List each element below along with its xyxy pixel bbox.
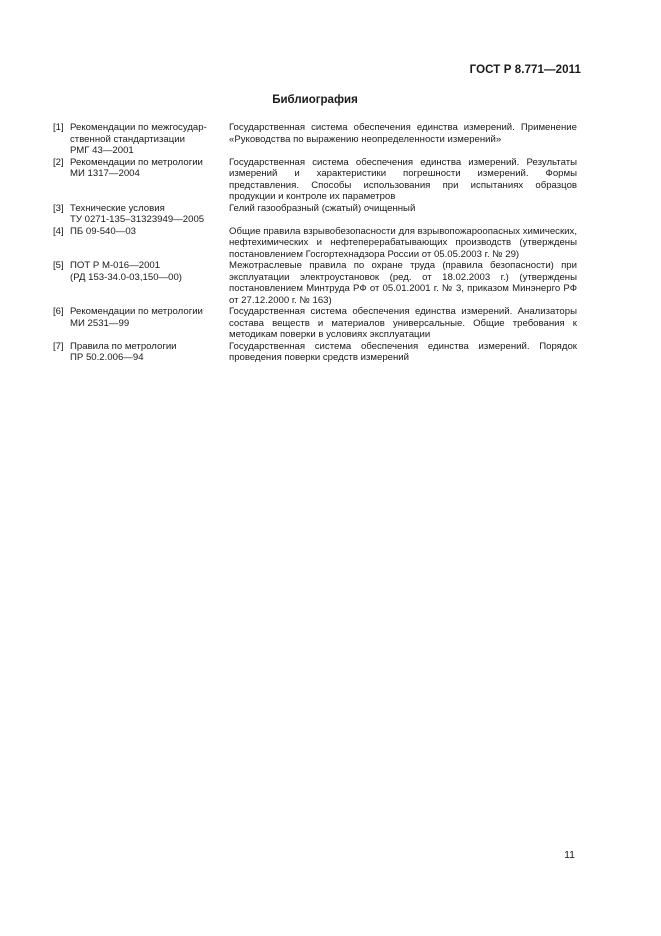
entry-description: Государственная система обеспечения единства измерений. Анализаторы состава веществ и материалов универсальные. Общие требования к методикам поверки в условиях эксплуатации [229, 306, 577, 340]
bibliography-entry [53, 203, 577, 226]
entry-description: Государственная система обеспечения единства измерений. Применение «Руководства по выражению неопределенности измерений» [229, 122, 577, 145]
entry-number: [2] [53, 156, 64, 168]
document-code: ГОСТ Р 8.771—2011 [469, 64, 581, 76]
bibliography-entry [53, 341, 577, 364]
entry-reference: Рекомендации по метрологии МИ 1317—2004 [70, 156, 203, 179]
entry-reference: Правила по метрологии ПР 50.2.006—94 [70, 340, 177, 363]
entry-description: Гелий газообразный (сжатый) очищенный [229, 202, 416, 214]
bibliography-title: Библиография [272, 94, 358, 106]
entry-number: [6] [53, 306, 64, 317]
page-number: 11 [564, 849, 575, 861]
entry-number: [1] [53, 122, 64, 133]
bibliography-entry [53, 306, 577, 341]
entry-description: Межотраслевые правила по охране труда (правила безопасности) при эксплуатации электроустановок (ред. от 18.02.2003 г.) (утверждены постановлением Минтруда РФ от 05.01.2001 г. № 3, приказом Минэнерго РФ от 27.12.2000 г. № 163) [229, 260, 577, 306]
entry-number: [3] [53, 202, 64, 214]
bibliography-entry [53, 226, 577, 261]
bibliography-entry [53, 122, 577, 157]
bibliography-entry [53, 157, 577, 203]
bibliography-entry [53, 260, 577, 306]
entry-reference: ПБ 09-540—03 [70, 225, 136, 237]
bibliography-list [53, 122, 577, 364]
entry-number: [7] [53, 340, 64, 352]
entry-number: [4] [53, 225, 64, 237]
entry-description: Общие правила взрывобезопасности для взрывопожароопасных химических, нефтехимических и нефтеперерабатывающих производств (утверждены постановлением Госгортехнадзора России от 05.05.2003 г. № 29) [229, 225, 577, 260]
entry-reference: Рекомендации по метрологии МИ 2531—99 [70, 306, 203, 329]
entry-reference: ПОТ Р М-016—2001 (РД 153-34.0-03,150—00) [70, 260, 182, 283]
entry-reference: Технические условия ТУ 0271-135–31323949—2005 [70, 202, 205, 225]
entry-description: Государственная система обеспечения единства измерений. Порядок проведения поверки средств измерений [229, 340, 577, 363]
entry-reference: Рекомендации по межгосудар- ственной стандартизации РМГ 43—2001 [70, 122, 207, 156]
entry-number: [5] [53, 260, 64, 271]
entry-description: Государственная система обеспечения единства измерений. Результаты измерений и характеристики погрешности измерений. Формы представления. Способы использования при испытаниях образцов продукции и контроле их параметров [229, 156, 577, 202]
